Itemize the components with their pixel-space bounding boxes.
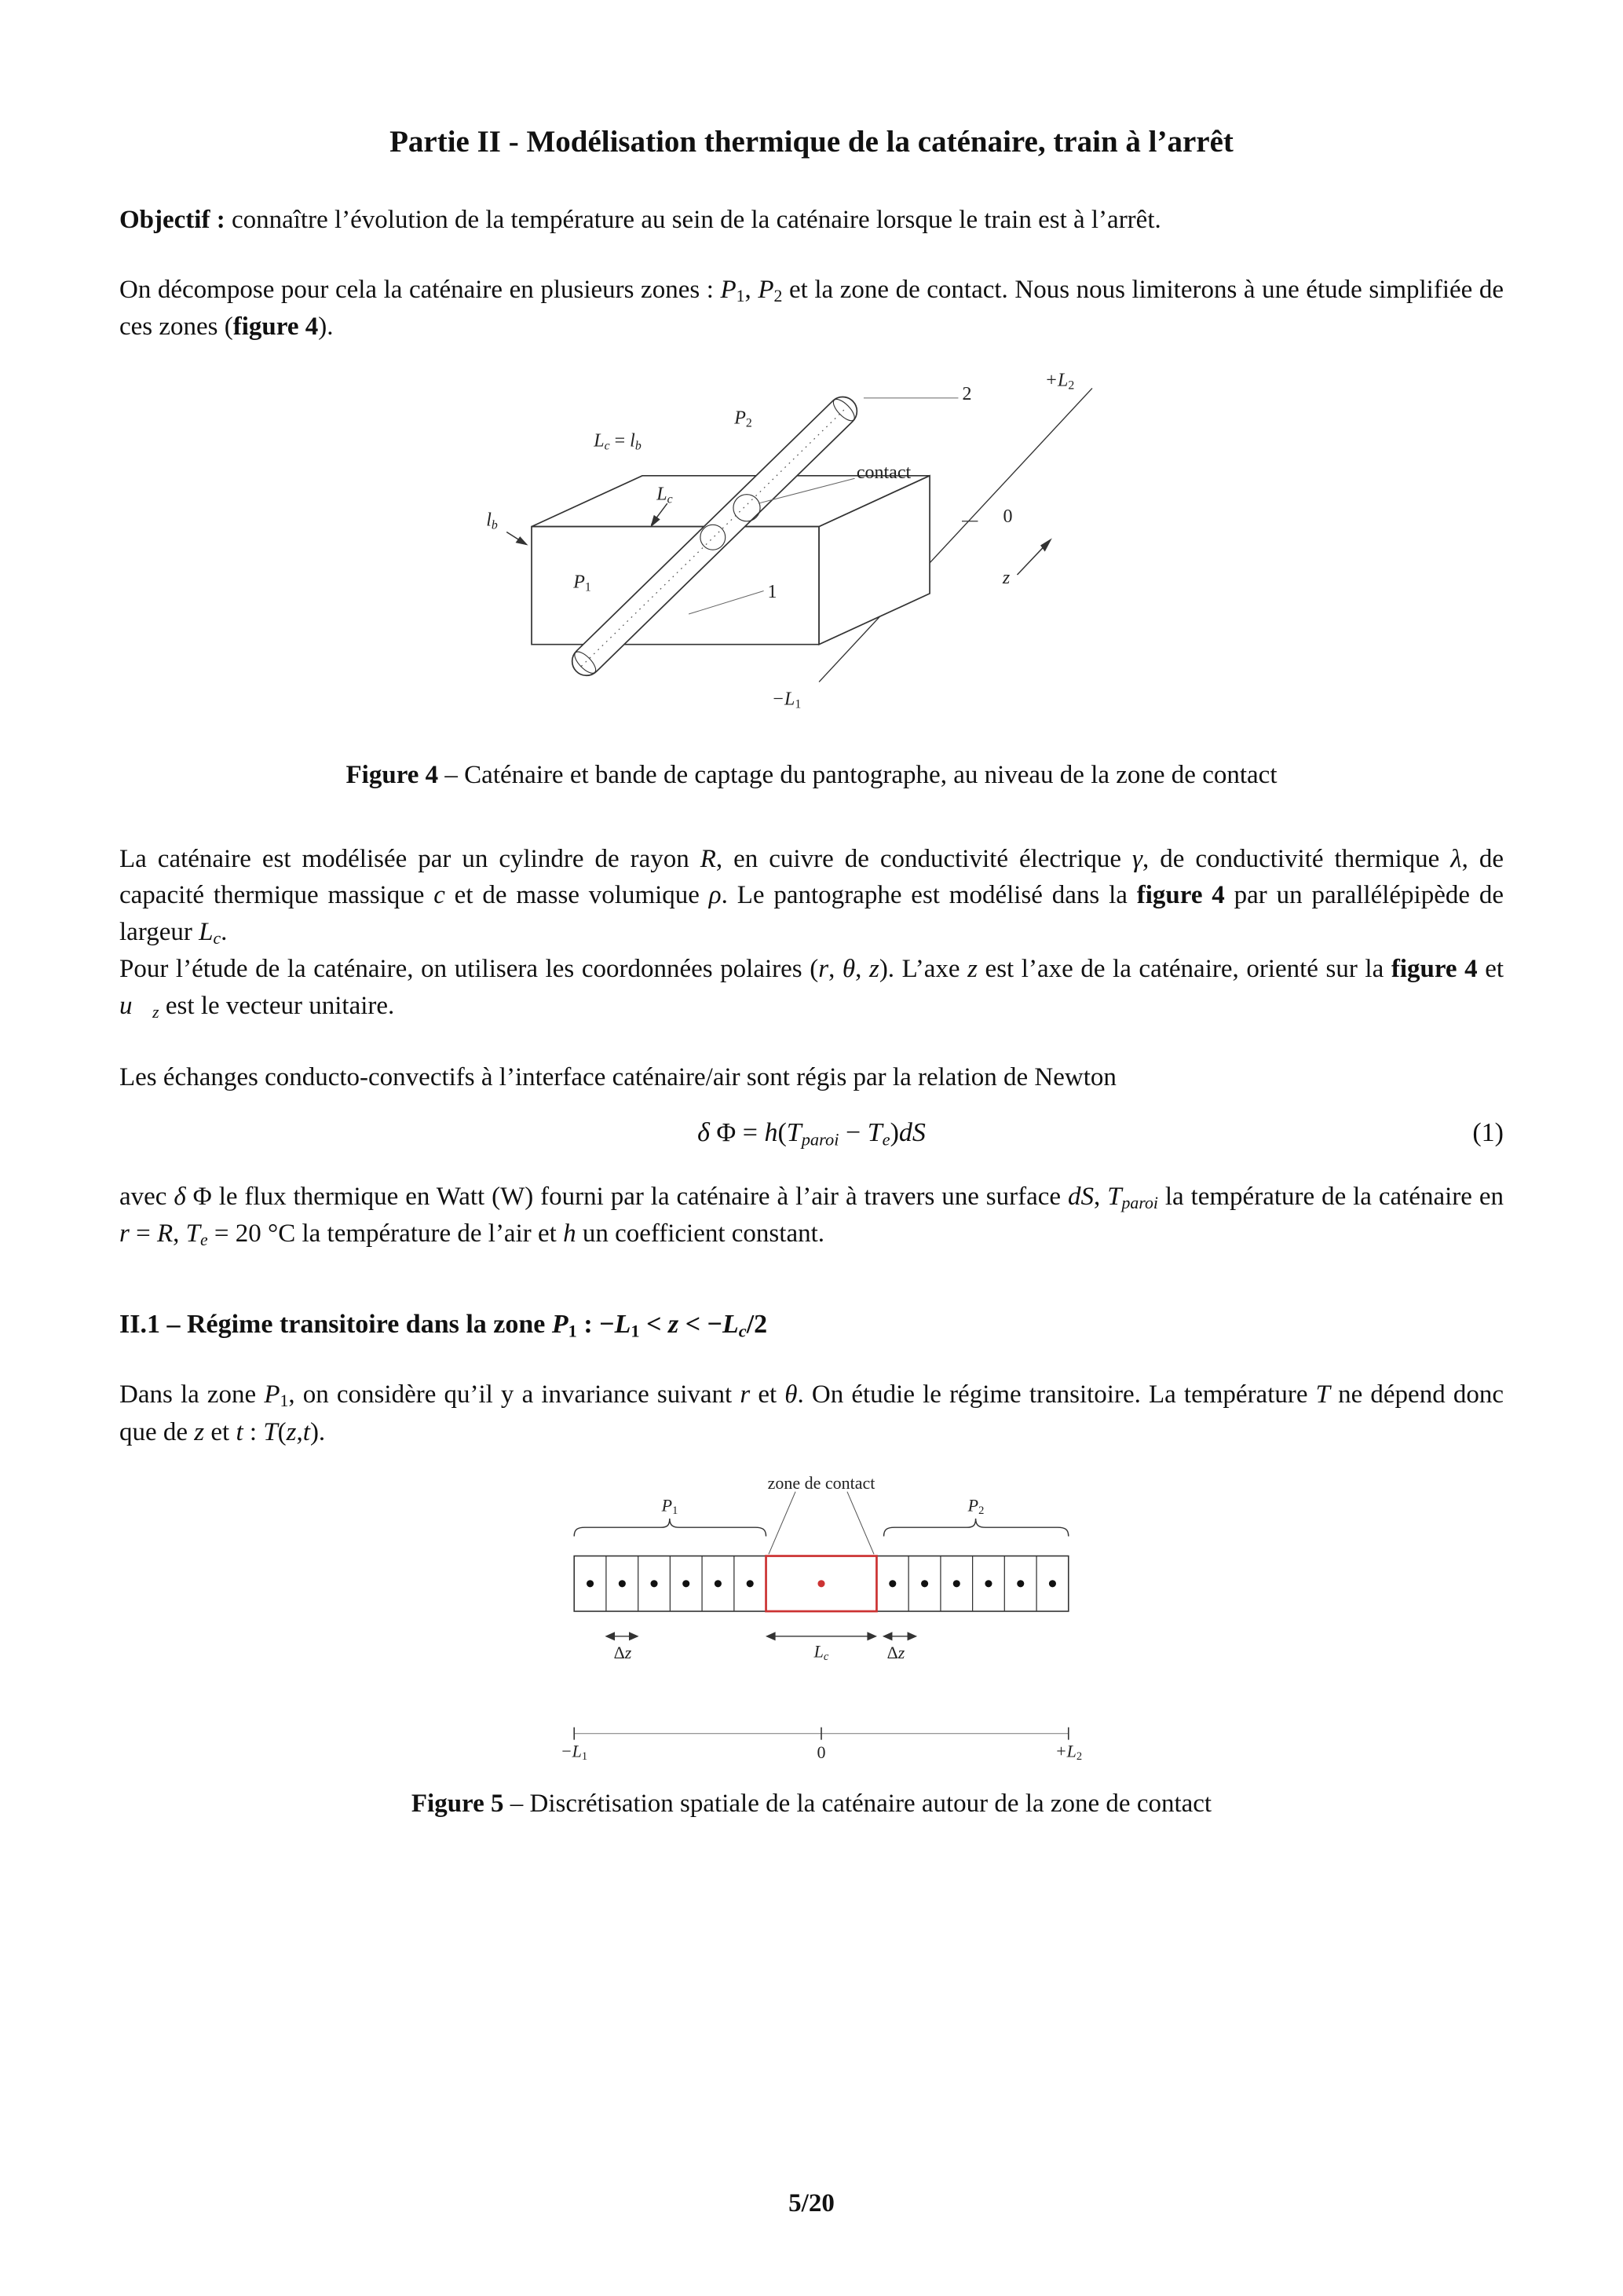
discretization-strip xyxy=(574,1556,1069,1611)
paragraph-modelisation: La caténaire est modélisée par un cylindre de rayon R, en cuivre de conductivité électrique γ, de conductivité thermique λ, de capacité thermique massique c et de masse volumique ρ. Le pantographe est modélisé dans la figure 4 par un parallélépipède de largeur Lc. xyxy=(119,844,1504,949)
p1-brace xyxy=(574,1519,766,1537)
dimension-arrows xyxy=(606,1633,916,1640)
figure-4-caption: Figure 4 – Caténaire et bande de captage du pantographe, au niveau de la zone de contact xyxy=(345,760,1278,789)
equation-1 xyxy=(119,1118,1504,1150)
fig5-label-lc: Lc xyxy=(813,1641,829,1664)
fig5-label-dz-right: Δz xyxy=(886,1643,905,1663)
fig4-label-2: 2 xyxy=(962,383,972,404)
figure-4 xyxy=(473,367,1151,743)
bottom-axis xyxy=(574,1727,1069,1740)
paragraph-objectif: Objectif : connaître l’évolution de la température au sein de la caténaire lorsque le train est à l’arrêt. xyxy=(119,205,1161,234)
paragraph-newton-intro: Les échanges conducto-convectifs à l’interface caténaire/air sont régis par la relation de Newton xyxy=(119,1063,1117,1092)
p2-brace xyxy=(884,1519,1069,1537)
paragraph-coordonnees: Pour l’étude de la caténaire, on utilisera les coordonnées polaires (r, θ, z). L’axe z est l’axe de la caténaire, orienté sur la figure 4 et u⃗z est le vecteur unitaire. xyxy=(119,955,1504,1022)
fig5-label-plus-l2: +L2 xyxy=(1055,1741,1083,1764)
contact-node-dot xyxy=(817,1581,824,1588)
page-number: 5/20 xyxy=(788,2189,835,2217)
fig4-label-contact: contact xyxy=(856,462,912,483)
section-heading-ii1: II.1 – Régime transitoire dans la zone P1 : −L1 < z < −Lc/2 xyxy=(119,1309,768,1341)
fig4-label-z: z xyxy=(1002,567,1011,588)
fig5-label-p2: P2 xyxy=(967,1495,985,1518)
equation-number: (1) xyxy=(1472,1118,1504,1148)
figure-5-diagram xyxy=(508,1474,1115,1768)
fig4-label-minus-l1: −L1 xyxy=(771,689,802,711)
paragraph-avec: avec δ Φ le flux thermique en Watt (W) fourni par la caténaire à l’air à travers une surface dS, Tparoi la température de la caténaire en r = R, Te = 20 °C la température de l’air et h un coefficient constant. xyxy=(119,1182,1504,1249)
equation-formula: δ Φ = h(Tparoi − Te)dS xyxy=(697,1118,926,1150)
fig5-label-dz-left: Δz xyxy=(613,1643,632,1663)
fig4-label-lb: lb xyxy=(486,510,498,532)
z-direction-arrow xyxy=(1017,538,1051,575)
fig5-label-0: 0 xyxy=(817,1742,826,1763)
fig4-label-p1: P1 xyxy=(573,572,591,594)
zone-leader-right xyxy=(847,1492,874,1555)
fig5-label-p1: P1 xyxy=(661,1495,678,1518)
fig4-label-lc: Lc xyxy=(656,484,673,506)
page-title: Partie II - Modélisation thermique de la caténaire, train à l’arrêt xyxy=(389,125,1234,159)
fig4-label-0: 0 xyxy=(1003,506,1013,527)
fig4-label-1: 1 xyxy=(767,581,777,602)
paragraph-zone-p1: Dans la zone P1, on considère qu’il y a invariance suivant r et θ. On étudie le régime transitoire. La température T ne dépend donc que de z et t : T(z,t). xyxy=(119,1380,1504,1446)
paragraph-zones: On décompose pour cela la caténaire en plusieurs zones : P1, P2 et la zone de contact. Nous nous limiterons à une étude simplifiée de ces zones (figure 4). xyxy=(119,275,1504,341)
fig5-label-zone-de-contact: zone de contact xyxy=(767,1473,875,1493)
lb-arrow xyxy=(506,532,528,545)
zone-leader-left xyxy=(769,1492,795,1555)
fig5-label-minus-l1: −L1 xyxy=(560,1741,588,1764)
figure-4-diagram xyxy=(473,367,1151,743)
figure-5 xyxy=(508,1474,1115,1768)
fig4-label-lc-eq-lb: Lc = lb xyxy=(594,430,642,453)
fig4-label-p2: P2 xyxy=(734,408,752,430)
figure-5-caption: Figure 5 – Discrétisation spatiale de la caténaire autour de la zone de contact xyxy=(411,1790,1212,1819)
fig4-label-plus-l2: +L2 xyxy=(1044,370,1075,393)
